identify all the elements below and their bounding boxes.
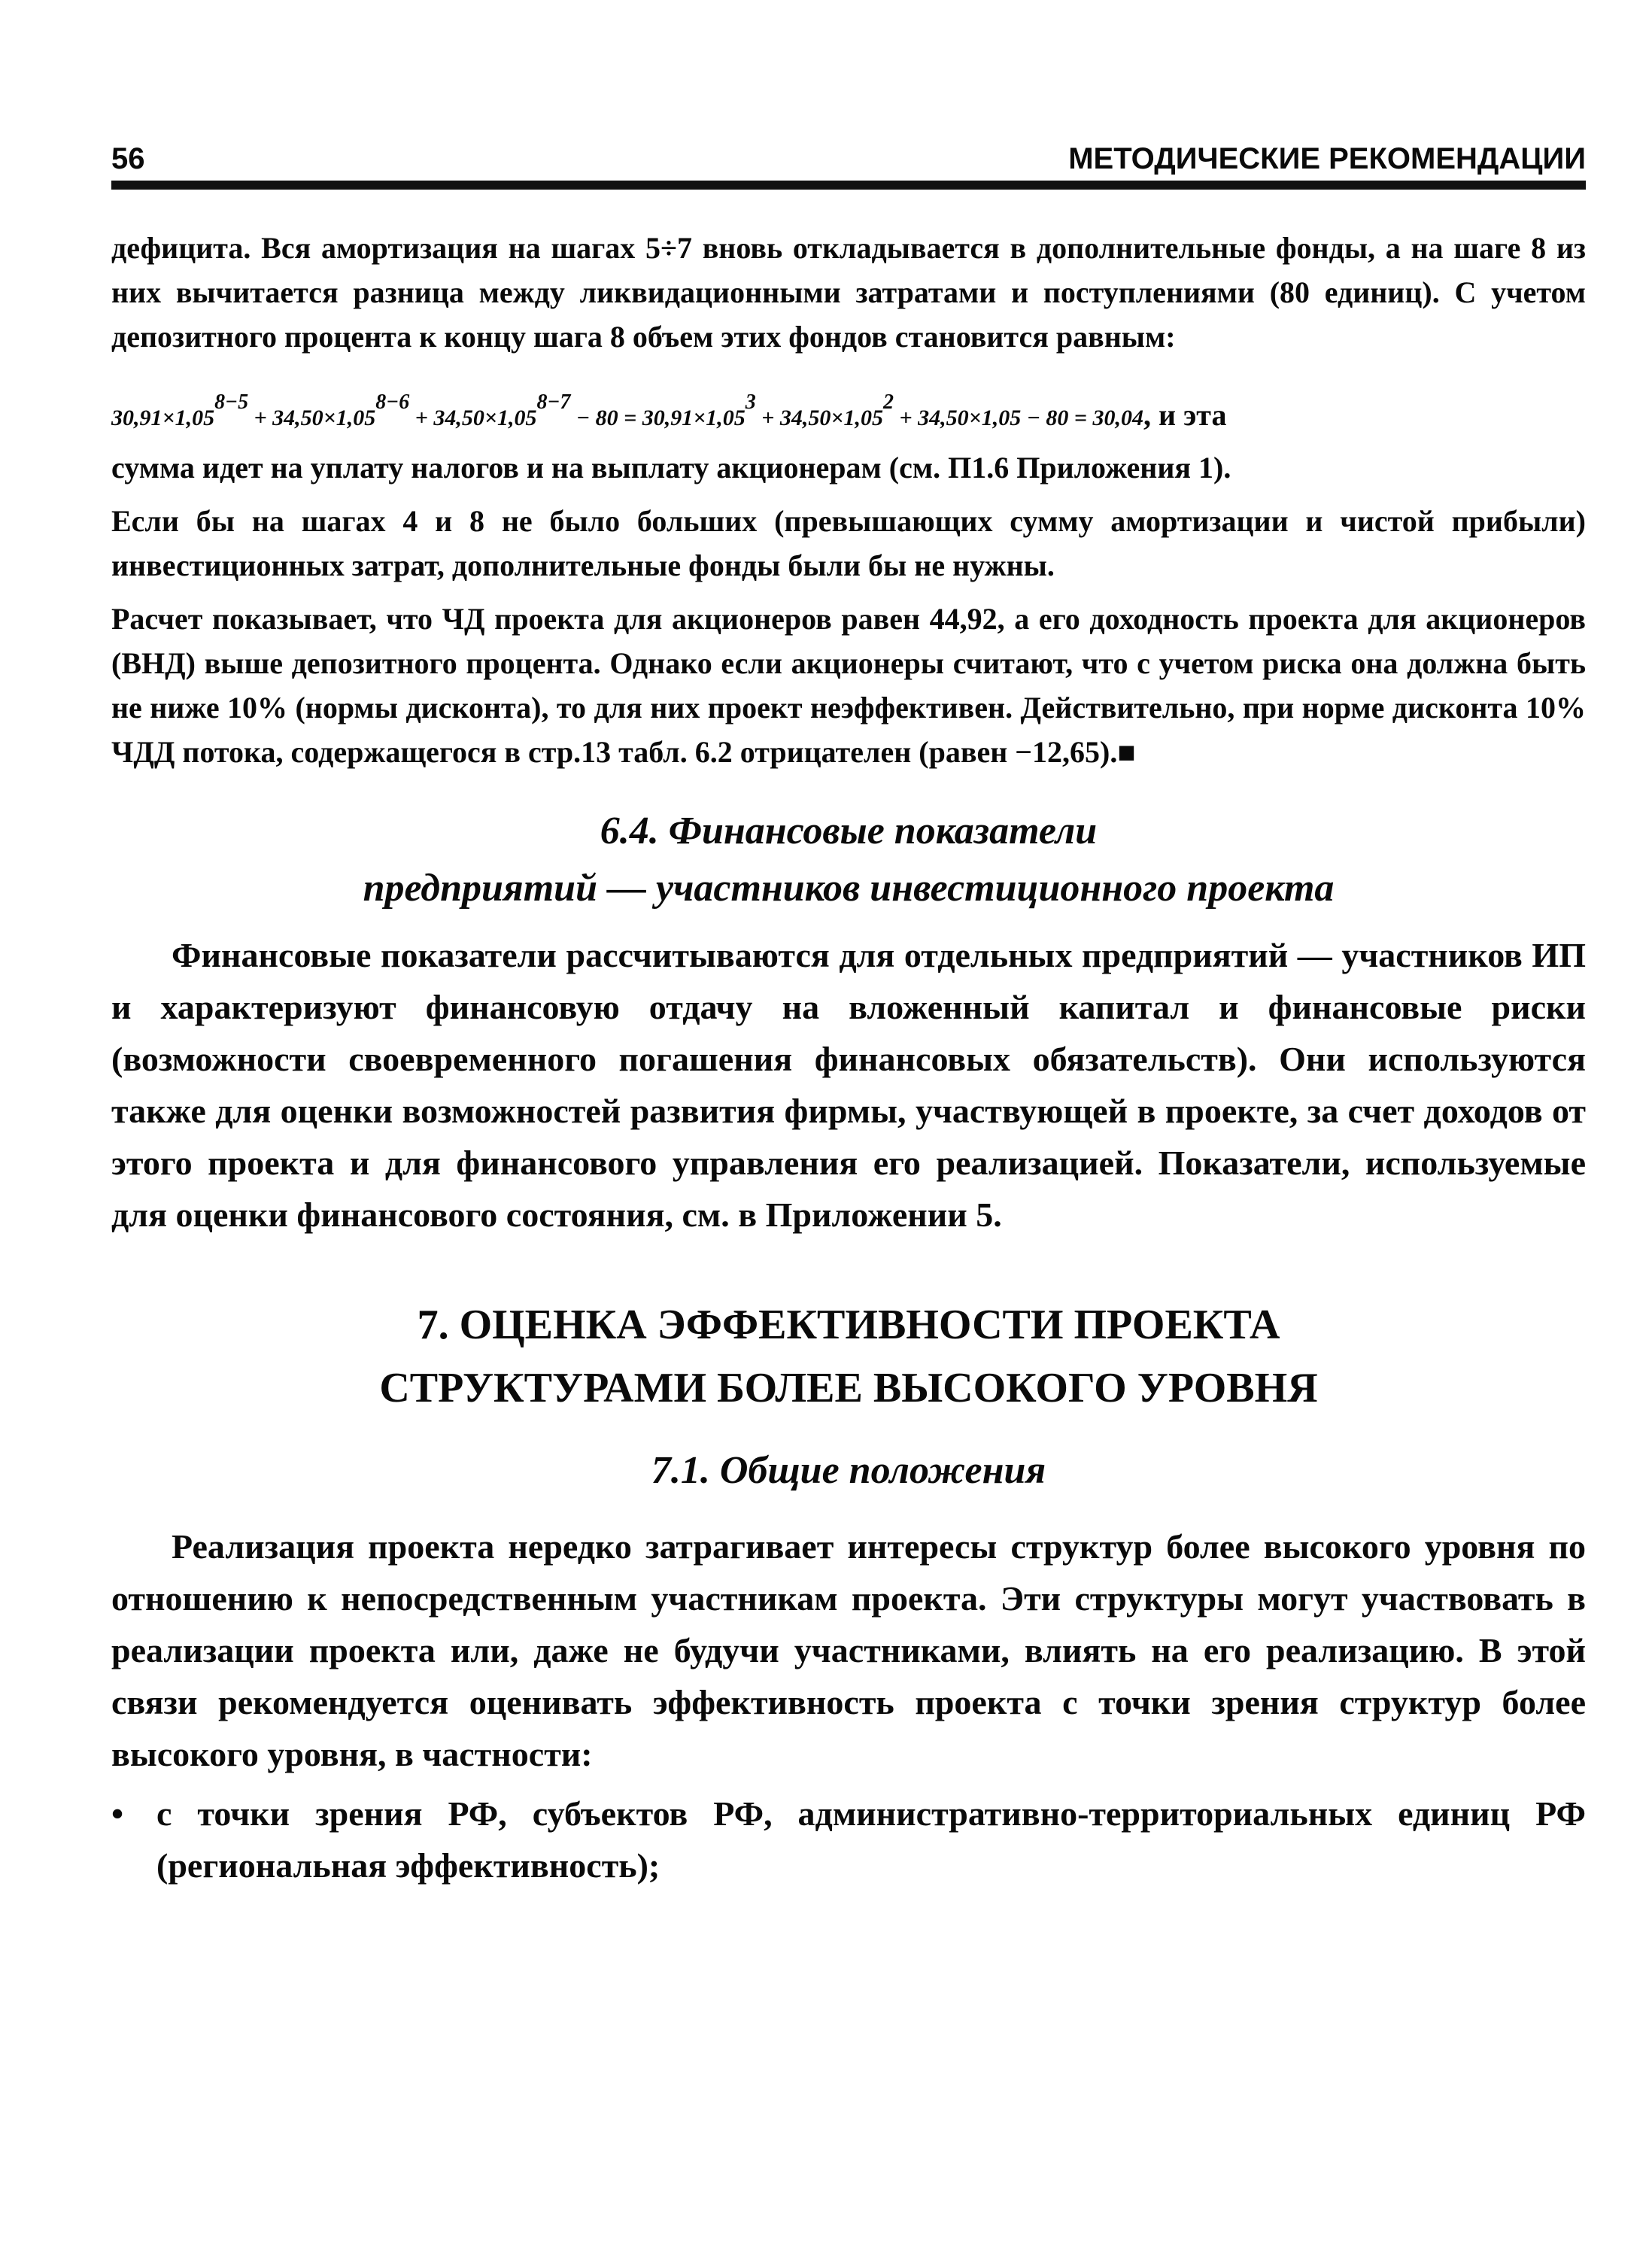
bullet-marker: •	[111, 1794, 124, 1833]
formula-exponent: 8−5	[214, 390, 249, 414]
formula-exponent: 8−6	[375, 390, 410, 414]
section-heading-line: предприятий — участников инвестиционного проекта	[363, 867, 1335, 910]
list-item-text: с точки зрения РФ, субъектов РФ, административно-территориальных единиц РФ (региональная эффективность);	[156, 1794, 1586, 1885]
spacer	[111, 588, 1586, 597]
formula-term: + 34,50×1,05	[409, 406, 537, 430]
formula-funds	[111, 380, 1586, 441]
formula-term: + 34,50×1,05	[248, 406, 376, 430]
formula-exponent: 8−7	[536, 390, 571, 414]
paragraph-calculation: Расчет показывает, что ЧД проекта для акционеров равен 44,92, а его доходность проекта для акционеров (ВНД) выше депозитного процента. Однако если акционеры считают, что с учетом риска она должна быть не ниже 10% (нормы дисконта), то для них проект неэффективен. Действительно, при норме дисконта 10% ЧДД потока, содержащегося в стр.13 табл. 6.2 отрицателен (равен −12,65).■	[111, 602, 1586, 769]
formula-term: − 80 = 30,91×1,05	[570, 406, 746, 430]
header-rule	[111, 181, 1586, 190]
paragraph-financial-indicators: Финансовые показатели рассчитываются для отдельных предприятий — участников ИП и характеризуют финансовую отдачу на вложенный капитал и финансовые риски (возможности своевременного погашения финансовых обязательств). Они используются также для оценки возможностей развития фирмы, участвующей в проекте, за счет доходов от этого проекта и для финансового управления его реализацией. Показатели, используемые для оценки финансового состояния, см. в Приложении 5.	[111, 936, 1586, 1234]
chapter-heading-line: 7. ОЦЕНКА ЭФФЕКТИВНОСТИ ПРОЕКТА	[417, 1302, 1280, 1348]
formula-term: + 34,50×1,05 − 80 = 30,04	[894, 406, 1143, 430]
page-number: 56	[111, 142, 145, 175]
section-heading-6-4	[111, 803, 1586, 917]
running-title: МЕТОДИЧЕСКИЕ РЕКОМЕНДАЦИИ	[1068, 142, 1586, 175]
page-body	[111, 226, 1586, 1891]
list-item	[111, 1788, 1586, 1891]
page-header	[111, 140, 1586, 176]
paragraph-investment: Если бы на шагах 4 и 8 не было больших (превышающих сумму амортизации и чистой прибыли) инвестиционных затрат, дополнительные фонды были бы не нужны.	[111, 504, 1586, 582]
spacer	[111, 490, 1586, 499]
paragraph-taxes: сумма идет на уплату налогов и на выплату акционерам (см. П1.6 Приложения 1).	[111, 451, 1231, 485]
formula-term: + 34,50×1,05	[755, 406, 883, 430]
section-heading-line: 6.4. Финансовые показатели	[600, 810, 1098, 852]
paragraph-deficit: дефицита. Вся амортизация на шагах 5÷7 вновь откладывается в дополнительные фонды, а на шаге 8 из них вычитается разница между ликвидационными затратами и поступлениями (80 единиц). С учетом депозитного процента к концу шага 8 объем этих фондов становится равным:	[111, 231, 1586, 354]
formula-term: 30,91×1,05	[111, 406, 215, 430]
chapter-heading-7	[111, 1293, 1586, 1420]
chapter-heading-line: СТРУКТУРАМИ БОЛЕЕ ВЫСОКОГО УРОВНЯ	[379, 1365, 1318, 1411]
formula-exponent: 2	[883, 390, 894, 414]
paragraph-higher-structures: Реализация проекта нередко затрагивает интересы структур более высокого уровня по отношению к непосредственным участникам проекта. Эти структуры могут участвовать в реализации проекта или, даже не будучи участниками, влиять на его реализацию. В этой связи рекомендуется оценивать эффективность проекта с точки зрения структур более высокого уровня, в частности:	[111, 1527, 1586, 1773]
formula-tail: , и эта	[1143, 398, 1227, 432]
section-heading-7-1: 7.1. Общие положения	[651, 1449, 1046, 1492]
formula-exponent: 3	[745, 390, 756, 414]
